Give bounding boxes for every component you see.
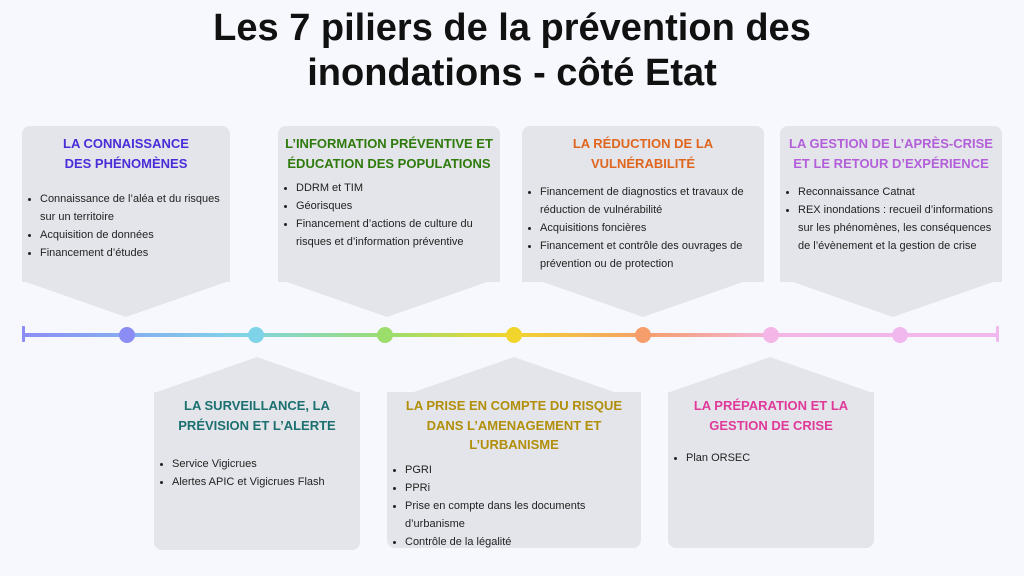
pillar-title: L’INFORMATION PRÉVENTIVE ET ÉDUCATION DES POPULATIONS bbox=[285, 136, 493, 171]
pillar-list bbox=[522, 183, 764, 273]
timeline-dot bbox=[506, 327, 522, 343]
pillar-list bbox=[154, 455, 360, 491]
pillar-card-surveillance bbox=[154, 392, 360, 550]
list-item: • PPRi bbox=[405, 479, 635, 497]
pillar-title: LA CONNAISSANCE DES PHÉNOMÈNES bbox=[63, 136, 189, 171]
pillar-title: LA RÉDUCTION DE LA VULNÉRABILITÉ bbox=[572, 136, 714, 171]
list-item: • Financement de diagnostics et travaux de réduction de vulnérabilité bbox=[540, 183, 760, 219]
pillar-pointer bbox=[23, 281, 229, 317]
pillar-title: LA PRÉPARATION ET LA GESTION DE CRISE bbox=[693, 398, 849, 433]
list-item: • Acquisitions foncières bbox=[540, 219, 760, 237]
list-item: • PGRI bbox=[405, 461, 635, 479]
pillar-list bbox=[668, 449, 874, 467]
list-item: • Financement d’actions de culture du risques et d’information préventive bbox=[296, 215, 494, 251]
list-item: • Acquisition de données bbox=[40, 226, 230, 244]
pillar-list bbox=[278, 179, 500, 251]
pillar-title: LA PRISE EN COMPTE DU RISQUE DANS L’AMENAGEMENT ET L’URBANISME bbox=[405, 398, 623, 452]
timeline-dot bbox=[892, 327, 908, 343]
pillar-list bbox=[387, 461, 641, 551]
pillar-card-reduction bbox=[522, 126, 764, 282]
pillar-pointer bbox=[154, 357, 360, 393]
list-item: • Plan ORSEC bbox=[686, 449, 874, 467]
timeline-end-cap bbox=[996, 326, 999, 342]
pillar-pointer bbox=[667, 357, 873, 393]
pillar-title: LA SURVEILLANCE, LA PRÉVISION ET L’ALERTE bbox=[178, 398, 336, 433]
pillar-card-amenagement bbox=[387, 392, 641, 548]
list-item: • Prise en compte dans les documents d’urbanisme bbox=[405, 497, 635, 533]
list-item: • REX inondations : recueil d’informations sur les phénomènes, les conséquences de l’évènement et la gestion de crise bbox=[798, 201, 998, 255]
list-item: • Financement et contrôle des ouvrages de prévention ou de protection bbox=[540, 237, 760, 273]
list-item: • Contrôle de la légalité bbox=[405, 533, 635, 551]
list-item: • Reconnaissance Catnat bbox=[798, 183, 998, 201]
pillar-pointer bbox=[284, 281, 490, 317]
page-title: Les 7 piliers de la prévention des inondations - côté Etat bbox=[213, 7, 811, 94]
pillar-pointer bbox=[411, 357, 617, 393]
pillar-list bbox=[22, 190, 230, 262]
pillar-card-information bbox=[278, 126, 500, 282]
list-item: • Connaissance de l’aléa et du risques sur un territoire bbox=[40, 190, 230, 226]
pillar-pointer bbox=[540, 281, 746, 317]
timeline-dot bbox=[635, 327, 651, 343]
list-item: • Alertes APIC et Vigicrues Flash bbox=[172, 473, 360, 491]
pillar-card-preparation bbox=[668, 392, 874, 548]
timeline-dot bbox=[248, 327, 264, 343]
timeline-dot bbox=[119, 327, 135, 343]
pillar-pointer bbox=[790, 281, 996, 317]
timeline-dot bbox=[763, 327, 779, 343]
timeline-start-cap bbox=[22, 326, 25, 342]
list-item: • Géorisques bbox=[296, 197, 494, 215]
pillar-list bbox=[780, 183, 1002, 255]
timeline-dot bbox=[377, 327, 393, 343]
pillar-card-connaissance bbox=[22, 126, 230, 282]
pillar-card-apres-crise bbox=[780, 126, 1002, 282]
pillar-title: LA GESTION DE L’APRÈS-CRISE ET LE RETOUR D’EXPÉRIENCE bbox=[789, 136, 993, 171]
list-item: • Service Vigicrues bbox=[172, 455, 360, 473]
list-item: • DDRM et TIM bbox=[296, 179, 494, 197]
list-item: • Financement d’études bbox=[40, 244, 230, 262]
